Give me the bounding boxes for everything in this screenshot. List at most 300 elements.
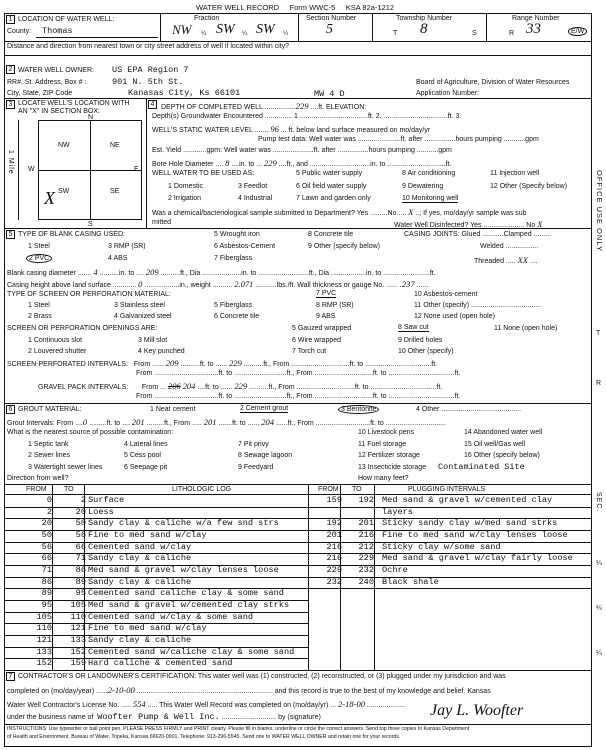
screen-10: 10 Asbestos-cement bbox=[414, 291, 478, 298]
use-5: 5 Public water supply bbox=[296, 170, 363, 177]
gpi-row2-from-2: ft., From bbox=[286, 393, 313, 400]
litho-row bbox=[4, 623, 592, 634]
disinfected-x: X bbox=[537, 219, 543, 229]
use-10: 10 Monitoring well bbox=[402, 195, 459, 202]
depth-value: 229 bbox=[295, 101, 309, 111]
plug-desc: Med sand & gravel w/clay fairly loose bbox=[382, 553, 573, 564]
spi-row2-from: From bbox=[136, 370, 153, 377]
source-14: 14 Abandoned water well bbox=[464, 429, 543, 436]
joints-welded: Welded ................. bbox=[480, 243, 539, 250]
cert-label: CONTRACTOR'S OR LANDOWNER'S CERTIFICATION: bbox=[18, 673, 197, 680]
litho-desc: Sandy clay & caliche w/a few snd strs bbox=[88, 518, 279, 529]
gravel-pack-intervals: GRAVEL PACK INTERVALS: From ... 206 204 ....ft. to ...... 229 ..........ft., From ..............................ft. to ..................................ft. bbox=[38, 381, 443, 391]
row-line bbox=[4, 228, 592, 229]
pump-hours: hours pumping bbox=[455, 136, 502, 143]
gpi-ft-to: ft. to bbox=[205, 384, 219, 391]
groundwater-label: Depth(s) Groundwater Encountered .............. 1 ...................................ft. 2. .................................ft. 3. bbox=[152, 113, 462, 120]
spi-to: 229 bbox=[229, 358, 242, 368]
depth-label: DEPTH OF COMPLETED WELL ................229 ....ft. ELEVATION: bbox=[161, 101, 367, 111]
litho-from: 56 bbox=[41, 541, 52, 552]
spi-row-2: From .................................ft. to ...........................ft., From ..............................ft. to ..................................ft. bbox=[136, 370, 461, 377]
screen-11: 11 Other (specify) .................................... bbox=[414, 302, 542, 309]
plug-from: 229 bbox=[326, 564, 342, 575]
litho-to: 110 bbox=[70, 611, 86, 622]
source-2: 2 Sewer lines bbox=[28, 452, 71, 459]
use-3: 3 Feedlot bbox=[238, 183, 268, 190]
bore-hole: Bore Hole Diameter .... 8 ....in. to ... 229 ....ft., and ...............................in. to ..............................ft. bbox=[152, 158, 452, 168]
litho-to: 159 bbox=[70, 658, 86, 669]
casing-3: 3 RMP (SR) bbox=[108, 243, 146, 250]
plug-to: 229 bbox=[358, 553, 374, 564]
plug-row bbox=[4, 530, 592, 541]
section-4-number: 4 bbox=[148, 100, 157, 109]
dia-in-to-2: in. to bbox=[241, 270, 257, 277]
mitted: mitted bbox=[152, 219, 172, 226]
dia-rest: ft., Dia bbox=[180, 270, 201, 277]
plug-to: 216 bbox=[358, 529, 374, 540]
quarter-symbol-3: ¼ bbox=[283, 30, 289, 37]
record-date: 2-18-00 bbox=[338, 699, 365, 709]
litho-desc: Cemented sand w/clay bbox=[88, 541, 192, 552]
county-underline bbox=[36, 37, 158, 38]
section-1-number: 1 bbox=[6, 15, 15, 24]
source-11: 11 Fuel storage bbox=[358, 441, 407, 448]
plug-header: PLUGGING INTERVALS bbox=[408, 486, 486, 493]
opening-7: 7 Torch cut bbox=[292, 348, 327, 355]
casing-5: 5 Wrought iron bbox=[214, 231, 260, 238]
depth-label-text: DEPTH OF COMPLETED WELL bbox=[161, 104, 263, 111]
township-value: 8 bbox=[420, 21, 428, 37]
casing-9: 9 Other (specify below) bbox=[308, 243, 380, 250]
quad-sw: SW bbox=[58, 188, 70, 195]
litho-desc: Sandy clay & caliche bbox=[88, 553, 192, 564]
record-label: This Water Well Record was completed on (mo/day/yr) bbox=[159, 702, 329, 709]
litho-from: 95 bbox=[41, 599, 52, 610]
litho-from: 105 bbox=[36, 611, 52, 622]
litho-desc: Cemented sand w/clay & some sand bbox=[88, 611, 254, 622]
openings-label: SCREEN OR PERFORATION OPENINGS ARE: bbox=[7, 325, 158, 332]
locate-label-1: LOCATE WELL'S LOCATION WITH bbox=[18, 100, 130, 107]
gi-from-2: 201 bbox=[203, 417, 217, 427]
source-1: 1 Septic tank bbox=[28, 441, 69, 448]
business-label: under the business name of bbox=[7, 714, 94, 721]
litho-to: 86 bbox=[75, 564, 86, 575]
screen-7: 7 PVC bbox=[316, 290, 337, 297]
section-box-hline bbox=[38, 170, 142, 171]
section-5-number: 5 bbox=[6, 230, 15, 239]
dia-in-to-3: in. to bbox=[366, 270, 382, 277]
divider bbox=[160, 13, 161, 41]
compass-s: S bbox=[88, 221, 93, 228]
county-label: County: bbox=[7, 28, 32, 35]
plug-from: 216 bbox=[326, 541, 342, 552]
disinfected-label: Water Well Disinfected? Yes bbox=[394, 222, 482, 229]
log-from-header: FROM bbox=[26, 486, 47, 493]
fraction-label: Fraction bbox=[194, 15, 220, 22]
opening-2: 2 Louvered shutter bbox=[28, 348, 87, 355]
litho-from: 110 bbox=[36, 623, 52, 634]
litho-desc: Sandy clay & caliche bbox=[88, 634, 192, 645]
static-rest: ft. below land surface measured on mo/day/yr bbox=[288, 127, 431, 134]
yield-water: gpm: Well water was bbox=[206, 147, 271, 154]
gw-2: ft. 2. bbox=[367, 113, 382, 120]
township-label: Township Number bbox=[396, 15, 453, 22]
well-location-x: X bbox=[44, 188, 55, 208]
litho-from: 66 bbox=[41, 553, 52, 564]
use-8: 8 Air conditioning bbox=[402, 170, 456, 177]
use-11: 11 Injection well bbox=[490, 170, 540, 177]
plug-row bbox=[4, 565, 592, 576]
plug-desc: Sticky clay w/some sand bbox=[382, 541, 501, 552]
plug-desc: Fine to med sand w/clay lenses loose bbox=[382, 529, 568, 540]
litho-to: 66 bbox=[75, 541, 86, 552]
yield-gpm: gpm bbox=[438, 147, 452, 154]
gpi-ft: ft. bbox=[436, 384, 443, 391]
source-4: 4 Lateral lines bbox=[124, 441, 168, 448]
plug-to: 232 bbox=[358, 564, 374, 575]
chem-rest: ; If yes, mo/day/yr sample was sub bbox=[419, 210, 527, 217]
gi-ft-to-3: ft. to bbox=[370, 420, 384, 427]
opening-10: 10 Other (specify) bbox=[398, 348, 454, 355]
plug-desc: Black shale bbox=[382, 576, 439, 587]
spi-row2-ft: ft. bbox=[454, 370, 461, 377]
litho-row bbox=[4, 612, 592, 623]
source-6: 6 Seepage pit bbox=[124, 464, 168, 471]
litho-from: 89 bbox=[41, 588, 52, 599]
ksa-reference: KSA 82a-1212 bbox=[345, 3, 395, 12]
cert-text-2: and this record is true to the best of my knowledge and belief. Kansas bbox=[274, 688, 491, 695]
section-7-number: 7 bbox=[6, 672, 15, 681]
plug-row-line bbox=[304, 588, 592, 589]
dia-to-value: 209 bbox=[145, 267, 159, 277]
source-9: 9 Feedyard bbox=[238, 464, 274, 471]
owner-value: US EPA Region 7 bbox=[112, 65, 189, 75]
pump-test: Pump test data: Well water was ......................ft. after ................hours pumping ...........gpm bbox=[258, 136, 539, 143]
spi-ft-to: ft. to bbox=[199, 361, 214, 368]
range-value: 33 bbox=[526, 21, 541, 37]
signature: Jay L. Woofter bbox=[430, 702, 524, 719]
litho-row bbox=[4, 600, 592, 611]
quarter-1: NW bbox=[172, 22, 192, 37]
side-quarter-3: ¼ bbox=[596, 650, 602, 657]
divider bbox=[298, 13, 299, 41]
joints-threaded: Threaded ..... XX .... bbox=[474, 255, 538, 265]
screen-11-label: 11 Other (specify) bbox=[414, 302, 470, 309]
location-label: LOCATION OF WATER WELL: bbox=[18, 16, 115, 23]
license-label: Water Well Contractor's License No. bbox=[7, 702, 120, 709]
static-value: 96 bbox=[270, 124, 279, 134]
litho-to: 20 bbox=[75, 506, 86, 517]
plug-from: 216 bbox=[326, 553, 342, 564]
spi-from-label: From bbox=[133, 361, 151, 368]
contaminated-site: Contaminated Site bbox=[438, 462, 525, 472]
cert-text: This water well was (1) constructed, (2) reconstructed, or (3) plugged under my jurisdiction and was bbox=[197, 673, 506, 680]
casing-2: 2 PVC bbox=[26, 254, 52, 263]
litho-desc: Med sand & gravel w/clay lenses loose bbox=[88, 564, 279, 575]
side-quarter-1: ¼ bbox=[596, 560, 602, 567]
use-9: 9 Dewatering bbox=[402, 183, 444, 190]
threaded-label: Threaded bbox=[474, 258, 504, 265]
locate-label-2: AN "X" IN SECTION BOX: bbox=[18, 108, 100, 115]
yield-label: Est. Yield bbox=[152, 147, 182, 154]
gi-label: Grout Intervals: From bbox=[7, 420, 74, 427]
quarter-2: SW bbox=[216, 22, 235, 37]
mile-scale bbox=[18, 120, 19, 220]
source-15: 15 Oil well/Gas well bbox=[464, 441, 526, 448]
est-yield: Est. Yield ............gpm: Well water was .....................ft. after ................hours pumping ...........gpm bbox=[152, 147, 452, 154]
spi-row2-ft-to: ft. to bbox=[218, 370, 233, 377]
plug-row bbox=[4, 542, 592, 553]
plug-to: 212 bbox=[358, 541, 374, 552]
mile-label: 1 Mile bbox=[7, 150, 14, 175]
gi-to: 201 bbox=[131, 417, 145, 427]
elevation-label: ELEVATION: bbox=[326, 104, 367, 111]
plug-from-header: FROM bbox=[318, 486, 339, 493]
row-line bbox=[4, 670, 592, 671]
litho-to: 2 bbox=[80, 495, 86, 505]
gpi-label: GRAVEL PACK INTERVALS: bbox=[38, 384, 129, 391]
range-r: R bbox=[509, 30, 515, 37]
use-6: 6 Oil field water supply bbox=[296, 183, 367, 190]
record-title: WATER WELL RECORD bbox=[196, 3, 280, 12]
spi-to-2: ft. to bbox=[349, 361, 364, 368]
application-label: Application Number: bbox=[416, 90, 480, 97]
screen-3: 3 Stainless steel bbox=[114, 302, 165, 309]
depth-unit: ft. bbox=[318, 104, 325, 111]
joints-glued: CASING JOINTS: Glued bbox=[404, 231, 481, 238]
bore-to-value: 229 bbox=[264, 158, 277, 168]
gi-ft-to-2: ft. to bbox=[232, 420, 246, 427]
litho-from: 86 bbox=[41, 576, 52, 587]
pump-gpm: gpm bbox=[525, 136, 539, 143]
screen-perf-intervals: SCREEN-PERFORATED INTERVALS: From ...... 209 ..........ft. to ...... 229 ..........ft., From ..............................ft. to ..................................ft. bbox=[7, 358, 438, 368]
litho-desc: Cemented sand w/caliche clay & some sand bbox=[88, 646, 295, 657]
yield-after: ft. after bbox=[313, 147, 336, 154]
plug-desc: Ochre bbox=[382, 564, 408, 575]
compass-w: W bbox=[28, 166, 35, 173]
license: Water Well Contractor's License No. ..... 554 ..... This Water Well Record was completed on (mo/day/yr) ... 2-18-00 .................... bbox=[7, 699, 406, 709]
gi-rest: ft., From bbox=[287, 420, 314, 427]
casing-1: 1 Steel bbox=[28, 243, 50, 250]
lbs-label: lbs./ft. Wall thickness or gauge No. bbox=[276, 282, 385, 289]
spi-row2-from-2: ft., From bbox=[286, 370, 313, 377]
casing-6: 6 Asbestos-Cement bbox=[214, 243, 276, 250]
business: under the business name of Woofter Pump & Well Inc. ............................ by (signature) bbox=[7, 712, 321, 722]
side-r: R bbox=[596, 380, 602, 387]
litho-to: 89 bbox=[75, 576, 86, 587]
how-many-label: How many feet? bbox=[358, 475, 409, 482]
plug-row bbox=[4, 577, 592, 588]
height-label: Casing height above land surface bbox=[7, 282, 111, 289]
casing-diameter: Blank casing diameter ....... 4 ..........in. to .... 209 ..........ft., Dia ....................in. to ..........................ft., Dia ..................in. to ........................ft. bbox=[7, 267, 436, 277]
row-line bbox=[4, 724, 592, 725]
opening-6: 6 Wire wrapped bbox=[292, 337, 342, 344]
quad-ne: NE bbox=[110, 142, 120, 149]
screen-12: 12 None used (open hole) bbox=[414, 313, 495, 320]
gauge-value: .237 bbox=[399, 279, 415, 289]
pump-after: ft. after bbox=[400, 136, 423, 143]
direction-label: Direction from well? bbox=[7, 475, 69, 482]
gpi-row2-from: From bbox=[136, 393, 153, 400]
pump-test-label: Pump test data: Well water was bbox=[258, 136, 356, 143]
bore-label: Bore Hole Diameter bbox=[152, 161, 214, 168]
divider bbox=[372, 13, 373, 41]
instructions-1: INSTRUCTIONS: Use typewriter or ball point pen. PLEASE PRESS FIRMLY and PRINT clearly. Please fill in blanks, underline or circle the correct answers. Send top three copies to Kansas Department bbox=[7, 726, 470, 732]
bore-and: ft., and bbox=[286, 161, 308, 168]
quad-se: SE bbox=[110, 188, 120, 195]
litho-to: 133 bbox=[70, 634, 86, 645]
spi-row2-to: ft. to bbox=[372, 370, 387, 377]
form-number: Form WWC-5 bbox=[289, 3, 336, 12]
litho-row bbox=[4, 647, 592, 658]
section-2-number: 2 bbox=[6, 65, 15, 74]
gi-from-2-label: ft., From bbox=[164, 420, 191, 427]
range-label: Range Number bbox=[512, 15, 560, 22]
grout-3: 3 Bentonite bbox=[338, 405, 379, 414]
screen-1: 1 Steel bbox=[28, 302, 50, 309]
litho-row bbox=[4, 588, 592, 599]
use-7: 7 Lawn and garden only bbox=[296, 195, 371, 202]
litho-from: 20 bbox=[41, 518, 52, 529]
chem-label: Was a chemical/bacteriological sample submitted to Department? Yes bbox=[152, 210, 369, 217]
use-4: 4 Industrial bbox=[238, 195, 273, 202]
section-6-number: 6 bbox=[6, 405, 15, 414]
row-line bbox=[4, 55, 592, 56]
casing-8: 8 Concrete tile bbox=[308, 231, 354, 238]
distance-label: Distance and direction from nearest town or city street address of well if located within city? bbox=[7, 43, 290, 50]
litho-to: 50 bbox=[75, 518, 86, 529]
row-line bbox=[4, 41, 592, 42]
litho-row bbox=[4, 635, 592, 646]
spi-ft: ft. bbox=[431, 361, 438, 368]
plug-from: 159 bbox=[326, 495, 342, 505]
completed-date: 2-10-00 bbox=[107, 685, 135, 695]
use-label: WELL WATER TO BE USED AS: bbox=[152, 170, 255, 177]
litho-to: 105 bbox=[70, 599, 86, 610]
grout-4: 4 Other ......................................... bbox=[416, 406, 522, 413]
groundwater-text: Depth(s) Groundwater Encountered bbox=[152, 113, 263, 120]
side-sec: SEC. bbox=[595, 492, 602, 513]
gw-3: ft. 3. bbox=[447, 113, 462, 120]
height-value: 0 bbox=[138, 279, 143, 289]
quarter-symbol-1: ¼ bbox=[201, 30, 207, 37]
row-line bbox=[4, 484, 592, 485]
screen-label: TYPE OF SCREEN OR PERFORATION MATERIAL: bbox=[7, 291, 171, 298]
gpi-from-struck: 206 bbox=[167, 381, 181, 391]
litho-from: 133 bbox=[36, 646, 52, 657]
contamination-label: What is the nearest source of possible contamination: bbox=[7, 429, 174, 436]
screen-2: 2 Brass bbox=[28, 313, 52, 320]
source-7: 7 Pit privy bbox=[238, 441, 269, 448]
casing-4: 4 ABS bbox=[108, 255, 128, 262]
dia-in-to: in. to bbox=[119, 270, 135, 277]
welded-label: Welded bbox=[480, 243, 504, 250]
bore-in-to-2: in. to bbox=[370, 161, 386, 168]
plug-to-header: TO bbox=[352, 486, 362, 493]
use-12: 12 Other (Specify below) bbox=[490, 183, 568, 190]
row-line bbox=[4, 98, 592, 99]
gpi-from-label: From bbox=[141, 384, 159, 391]
board-label: Board of Agriculture, Division of Water Resources bbox=[416, 79, 570, 86]
section-number-label: Section Number bbox=[306, 15, 357, 22]
row-line bbox=[4, 403, 592, 404]
litho-desc: Fine to med sand w/clay bbox=[88, 529, 207, 540]
litho-from: 152 bbox=[36, 658, 52, 669]
plug-from: 201 bbox=[326, 529, 342, 540]
certification bbox=[18, 673, 506, 680]
dia-value: 4 bbox=[93, 267, 98, 277]
section-number-value: 5 bbox=[326, 22, 333, 37]
quad-nw: NW bbox=[58, 142, 70, 149]
gpi-from: 204 bbox=[182, 381, 196, 391]
litho-to: 121 bbox=[70, 623, 86, 634]
spi-from-2: ft., From bbox=[263, 361, 290, 368]
plug-row bbox=[4, 495, 592, 506]
use-1: 1 Domestic bbox=[168, 183, 204, 190]
source-10: 10 Livestock pens bbox=[358, 429, 415, 436]
litho-desc: Surface bbox=[88, 495, 125, 505]
casing-height: Casing height above land surface ............ 0 ..................in., weight .......... 2.071 ...........lbs./ft. Wall thickness or gauge No. ...... .237 ...... bbox=[7, 279, 429, 289]
spi-from: 209 bbox=[165, 358, 179, 368]
source-13: 13 Insecticide storage bbox=[358, 464, 427, 471]
owner-label: WATER WELL OWNER: bbox=[18, 67, 94, 74]
gpi-from-2: ft., From bbox=[268, 384, 295, 391]
screen-9: 9 ABS bbox=[316, 313, 336, 320]
litho-desc: Cemented sand caliche clay & some sand bbox=[88, 588, 284, 599]
plug-row bbox=[4, 518, 592, 529]
county-value: Thomas bbox=[42, 26, 73, 36]
litho-desc: Hard caliche & cemented sand bbox=[88, 658, 233, 669]
litho-from: 121 bbox=[36, 634, 52, 645]
litho-to: 56 bbox=[75, 529, 86, 540]
opening-8: 8 Saw cut bbox=[398, 324, 429, 331]
side-t: T bbox=[596, 330, 601, 337]
chem-sample: Was a chemical/bacteriological sample submitted to Department? Yes .........No..... X ..; If yes, mo/day/yr sample was sub bbox=[152, 207, 527, 217]
screen-6: 6 Concrete tile bbox=[214, 313, 260, 320]
litho-from: 2 bbox=[46, 506, 52, 517]
chem-x: X bbox=[408, 207, 414, 217]
township-s: S bbox=[472, 30, 477, 37]
litho-from: 0 bbox=[46, 495, 52, 505]
instructions-2: of Health and Environment, Bureau of Water, Topeka, Kansas 66620-0001. Telephone: 913-296-5545. Send one to WATER WELL OWNER and retain one for your records. bbox=[7, 734, 401, 740]
license-number: 554 bbox=[132, 699, 146, 709]
opening-5: 5 Gauzed wrapped bbox=[292, 325, 352, 332]
opening-4: 4 Key punched bbox=[138, 348, 185, 355]
source-5: 5 Cess pool bbox=[124, 452, 161, 459]
spi-label: SCREEN-PERFORATED INTERVALS: bbox=[7, 361, 128, 368]
plug-from: 192 bbox=[326, 518, 342, 529]
litho-header: LITHOLOGIC LOG bbox=[172, 486, 232, 493]
gpi-row-2: From .................................ft. to ...........................ft., From ..............................ft. to ..................................ft. bbox=[136, 393, 461, 400]
threaded-xx: XX bbox=[517, 255, 528, 265]
source-16: 16 Other (specify below) bbox=[464, 452, 540, 459]
grout-1: 1 Neat cement bbox=[150, 406, 196, 413]
plug-row bbox=[4, 553, 592, 564]
gpi-to: 229 bbox=[234, 381, 248, 391]
plug-desc: Sticky sandy clay w/med sand strks bbox=[382, 518, 558, 529]
joints-clamped: Clamped bbox=[503, 231, 532, 238]
grout-2: 2 Cement grout bbox=[240, 405, 289, 412]
opening-11: 11 None (open hole) bbox=[494, 325, 558, 332]
address-label: RR#, St. Address, Box # : bbox=[7, 79, 87, 86]
completed-on: completed on (mo/day/year) ......2-10-00 ...................................................................... and this record is true to the best of my knowledge and belief. Kansas bbox=[7, 685, 491, 695]
plug-from: 232 bbox=[326, 576, 342, 587]
dia-label: Blank casing diameter bbox=[7, 270, 76, 277]
plug-desc: Med sand & gravel w/cemented clay bbox=[382, 495, 553, 505]
litho-to: 71 bbox=[75, 553, 86, 564]
disinfected: Water Well Disinfected? Yes ..................... No X bbox=[394, 219, 543, 229]
litho-from: 71 bbox=[41, 564, 52, 575]
